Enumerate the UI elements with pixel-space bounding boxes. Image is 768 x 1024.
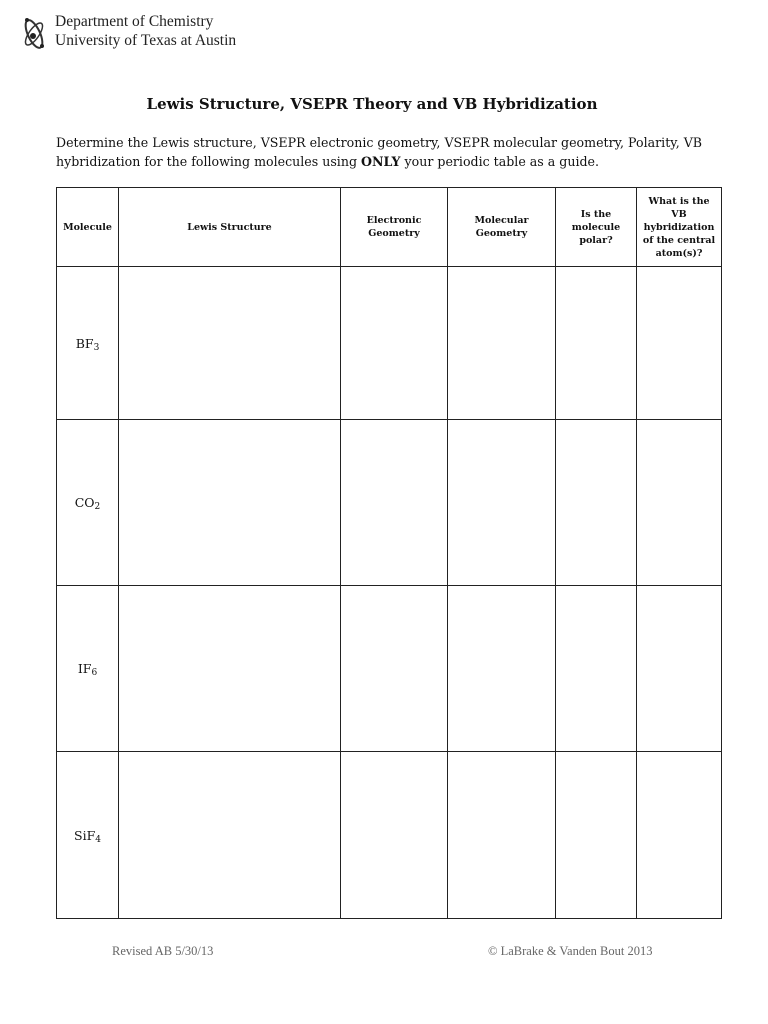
col-header-lewis-structure: Lewis Structure xyxy=(119,188,341,267)
instructions-emphasis: ONLY xyxy=(361,154,401,169)
col-header-molecular-geometry: Molecular Geometry xyxy=(448,188,556,267)
worksheet-table xyxy=(56,187,722,919)
table-row xyxy=(57,267,722,420)
hybridization-answer-cell[interactable] xyxy=(637,267,722,420)
hybridization-answer-cell[interactable] xyxy=(637,586,722,752)
col-header-molecule: Molecule xyxy=(57,188,119,267)
instructions-line-2-after: your periodic table as a guide. xyxy=(400,154,599,169)
instructions xyxy=(56,133,726,171)
molecule-cell xyxy=(57,586,119,752)
hybridization-answer-cell[interactable] xyxy=(637,420,722,586)
lewis-structure-answer-cell[interactable] xyxy=(119,267,341,420)
molecule-cell xyxy=(57,267,119,420)
instructions-line-1: Determine the Lewis structure, VSEPR electronic geometry, VSEPR molecular geometry, Polarity, VB xyxy=(56,135,703,150)
department-name: Department of Chemistry xyxy=(55,13,214,30)
polarity-answer-cell[interactable] xyxy=(556,586,637,752)
molecule-cell xyxy=(57,420,119,586)
lewis-structure-answer-cell[interactable] xyxy=(119,420,341,586)
molecular-geometry-answer-cell[interactable] xyxy=(448,752,556,919)
electronic-geometry-answer-cell[interactable] xyxy=(341,267,448,420)
department-block xyxy=(55,12,236,50)
revision-note: Revised AB 5/30/13 xyxy=(112,944,214,958)
molecule-cell xyxy=(57,752,119,919)
page-title: Lewis Structure, VSEPR Theory and VB Hybridization xyxy=(146,95,598,113)
molecule-subscript: 3 xyxy=(93,342,100,353)
molecular-geometry-answer-cell[interactable] xyxy=(448,420,556,586)
table-row xyxy=(57,586,722,752)
electronic-geometry-answer-cell[interactable] xyxy=(341,752,448,919)
molecule-formula: SiF xyxy=(74,827,96,843)
polarity-answer-cell[interactable] xyxy=(556,420,637,586)
molecule-subscript: 2 xyxy=(94,502,101,512)
page-header xyxy=(20,12,236,56)
lewis-structure-answer-cell[interactable] xyxy=(119,752,341,919)
table-row xyxy=(57,420,722,586)
instructions-line-2-before: hybridization for the following molecules using xyxy=(56,154,362,169)
molecule-formula: IF xyxy=(77,661,92,676)
molecule-subscript: 4 xyxy=(95,834,101,845)
col-header-vb-hybridization: What is the VB hybridization of the central atom(s)? xyxy=(637,188,722,267)
table-row xyxy=(57,752,722,919)
electronic-geometry-answer-cell[interactable] xyxy=(341,586,448,752)
polarity-answer-cell[interactable] xyxy=(556,267,637,420)
col-header-polarity: Is the molecule polar? xyxy=(556,188,637,267)
copyright-note: © LaBrake & Vanden Bout 2013 xyxy=(488,944,653,958)
molecular-geometry-answer-cell[interactable] xyxy=(448,586,556,752)
university-name: University of Texas at Austin xyxy=(55,32,237,49)
molecule-formula: BF xyxy=(75,335,94,351)
table-header-row xyxy=(57,188,722,267)
molecule-formula: CO xyxy=(74,495,95,510)
col-header-electronic-geometry: Electronic Geometry xyxy=(341,188,448,267)
molecular-geometry-answer-cell[interactable] xyxy=(448,267,556,420)
hybridization-answer-cell[interactable] xyxy=(637,752,722,919)
atom-logo-icon xyxy=(20,12,50,56)
lewis-structure-answer-cell[interactable] xyxy=(119,586,341,752)
molecule-subscript: 6 xyxy=(91,668,98,678)
polarity-answer-cell[interactable] xyxy=(556,752,637,919)
electronic-geometry-answer-cell[interactable] xyxy=(341,420,448,586)
